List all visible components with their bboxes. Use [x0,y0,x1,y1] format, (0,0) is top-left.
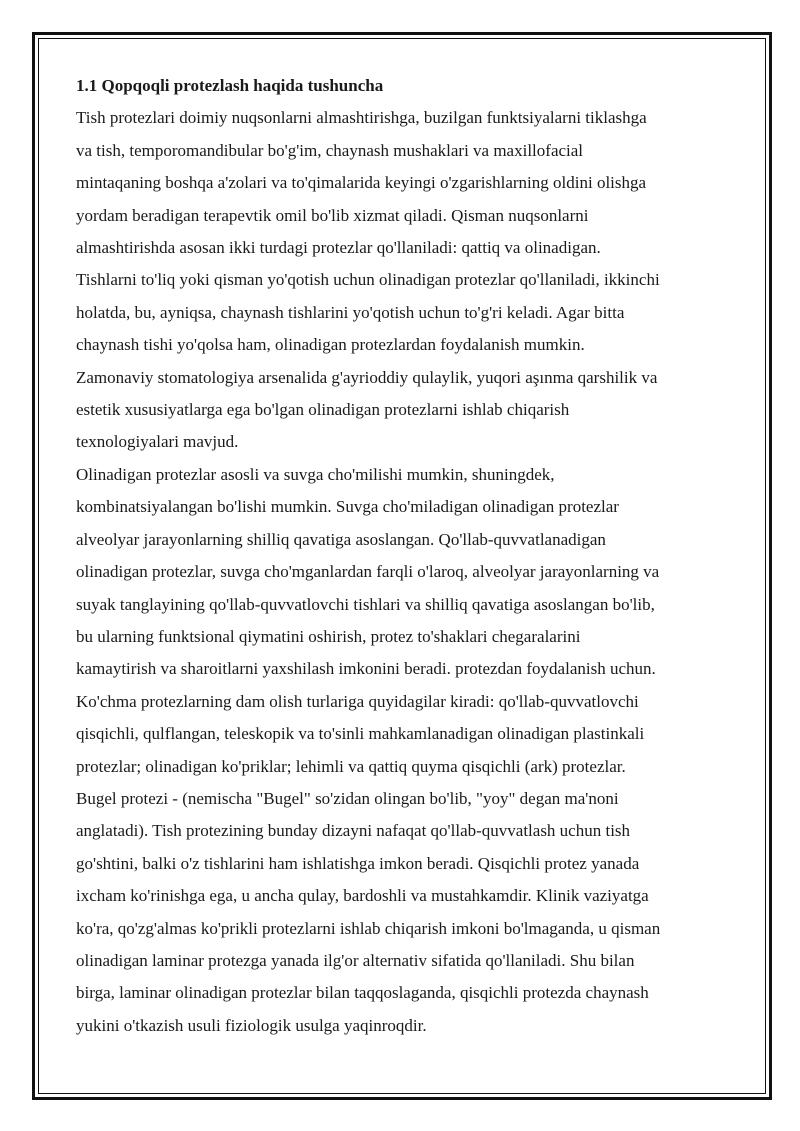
text-line: suyak tanglayining qo'llab-quvvatlovchi tishlari va shilliq qavatiga asoslangan bo'lib, [76,594,655,614]
text-line: olinadigan protezlar, suvga cho'mganlardan farqli o'laroq, alveolyar jarayonlarning va [76,562,660,582]
text-line: birga, laminar olinadigan protezlar bilan taqqoslaganda, qisqichli protezda chaynash [76,983,649,1003]
text-line: Olinadigan protezlar asosli va suvga cho'milishi mumkin, shuningdek, [76,464,555,484]
text-line: kombinatsiyalangan bo'lishi mumkin. Suvga cho'miladigan olinadigan protezlar [76,497,619,517]
text-line: ko'ra, qo'zg'almas ko'prikli protezlarni ishlab chiqarish imkoni bo'lmaganda, u qisman [76,918,661,938]
text-line: protezlar; olinadigan ko'priklar; lehimli va qattiq quyma qisqichli (ark) protezlar. [76,756,626,776]
text-line: qisqichli, qulflangan, teleskopik va to'sinli mahkamlanadigan olinadigan plastinkali [76,724,645,744]
text-line: anglatadi). Tish protezining bunday dizayni nafaqat qo'llab-quvvatlash uchun tish [76,821,631,841]
text-line: Tishlarni to'liq yoki qisman yo'qotish uchun olinadigan protezlar qo'llaniladi, ikkinchi [76,270,660,290]
text-line: yukini o'tkazish usuli fiziologik usulga yaqinroqdir. [76,1015,427,1035]
text-line: olinadigan laminar protezga yanada ilg'or alternativ sifatida qo'llaniladi. Shu bilan [76,950,635,970]
text-line: mintaqaning boshqa a'zolari va to'qimalarida keyingi o'zgarishlarning oldini olishga [76,173,647,193]
text-line: ixcham ko'rinishga ega, u ancha qulay, bardoshli va mustahkamdir. Klinik vaziyatga [76,886,649,906]
text-line: alveolyar jarayonlarning shilliq qavatiga asoslangan. Qo'llab-quvvatlanadigan [76,529,606,549]
text-line: texnologiyalari mavjud. [76,432,239,452]
text-line: holatda, bu, ayniqsa, chaynash tishlarini yo'qotish uchun to'g'ri keladi. Agar bitta [76,302,625,322]
text-line: yordam beradigan terapevtik omil bo'lib xizmat qiladi. Qisman nuqsonlarni [76,205,589,225]
section-heading: 1.1 Qopqoqli protezlash haqida tushuncha [76,76,384,95]
text-line: go'shtini, balki o'z tishlarini ham ishlatishga imkon beradi. Qisqichli protez yanada [76,853,640,873]
text-line: kamaytirish va sharoitlarni yaxshilash imkonini beradi. protezdan foydalanish uchun. [76,659,656,679]
text-line: Ko'chma protezlarning dam olish turlariga quyidagilar kiradi: qo'llab-quvvatlovchi [76,691,639,711]
document-content [76,70,736,1042]
text-line: bu ularning funktsional qiymatini oshirish, protez to'shaklari chegaralarini [76,626,581,646]
text-line: Bugel protezi - (nemischa "Bugel" so'zidan olingan bo'lib, "yoy" degan ma'noni [76,788,619,808]
text-line: estetik xususiyatlarga ega bo'lgan olinadigan protezlarni ishlab chiqarish [76,400,570,420]
text-line: Zamonaviy stomatologiya arsenalida g'ayrioddiy qulaylik, yuqori aşınma qarshilik va [76,367,658,387]
body-text [76,102,736,1042]
text-line: chaynash tishi yo'qolsa ham, olinadigan protezlardan foydalanish mumkin. [76,335,585,355]
text-line: almashtirishda asosan ikki turdagi protezlar qo'llaniladi: qattiq va olinadigan. [76,238,601,258]
text-line: va tish, temporomandibular bo'g'im, chaynash mushaklari va maxillofacial [76,140,584,160]
text-line: Tish protezlari doimiy nuqsonlarni almashtirishga, buzilgan funktsiyalarni tiklashga [76,108,647,128]
